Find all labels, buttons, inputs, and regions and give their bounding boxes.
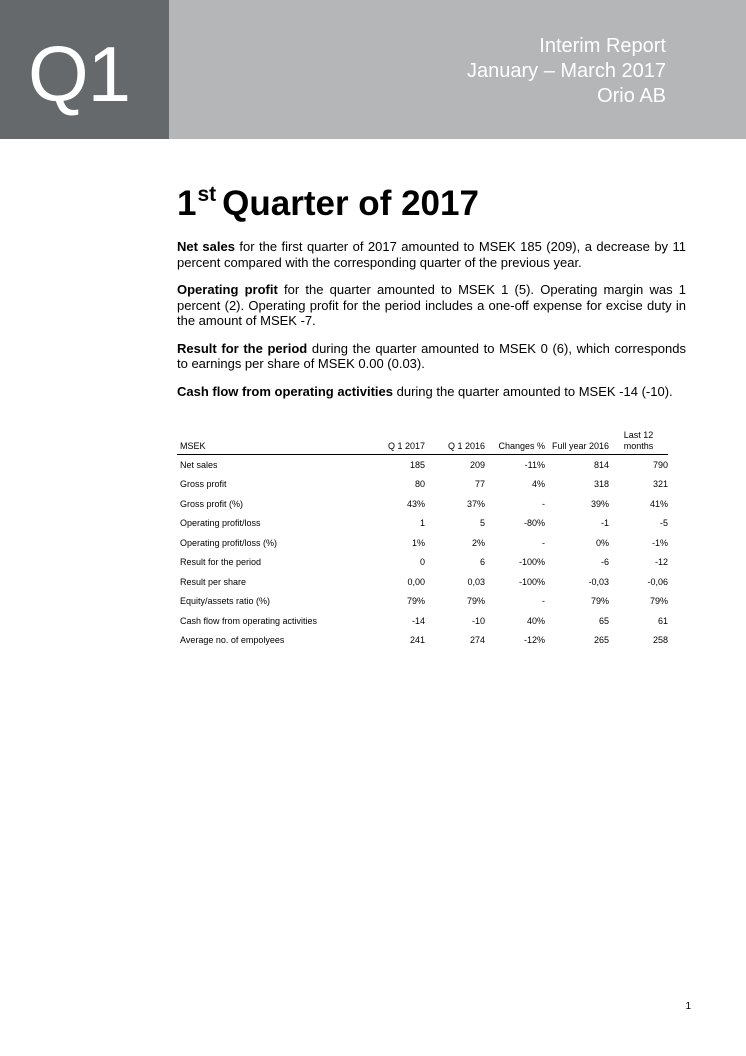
quarter-label: Q1 [28, 30, 131, 118]
table-cell: -14 [411, 615, 425, 626]
paragraph-body: for the quarter amounted to MSEK 1 (5). Operating margin was 1 percent (2). Operating profit for the period includes a one-off expense for excise duty in the amount of MSEK -7. [177, 282, 687, 328]
paragraph-lead: Result for the period [177, 340, 308, 356]
table-cell: 258 [652, 635, 668, 646]
paragraph-lead: Cash flow from operating activities [177, 383, 393, 399]
table-cell: -12% [523, 635, 545, 646]
table-cell: - [542, 498, 545, 509]
paragraph-net-sales [177, 239, 686, 270]
table-cell: 79% [590, 596, 609, 607]
column-header: Q 1 2016 [425, 430, 485, 455]
table-cell: 80 [414, 479, 425, 490]
table-cell: 0,03 [467, 576, 485, 587]
table-cell: -11% [524, 459, 545, 470]
table-cell: 43% [406, 498, 425, 509]
title-text: Quarter of 2017 [222, 184, 479, 223]
table-cell: -0,03 [588, 576, 609, 587]
table-cell: -5 [659, 518, 668, 529]
table-cell: -6 [600, 557, 609, 568]
table-row [177, 572, 668, 592]
table-cell: -80% [523, 518, 545, 529]
table-row [177, 475, 668, 495]
paragraph-result [177, 341, 686, 372]
table-cell: 209 [469, 459, 485, 470]
table-cell: 814 [593, 459, 609, 470]
table-cell: 2% [471, 537, 485, 548]
row-label: Result for the period [180, 557, 262, 568]
page-number: 1 [685, 1001, 691, 1012]
table-cell: - [542, 596, 545, 607]
paragraph-body: for the first quarter of 2017 amounted to MSEK 185 (209), a decrease by 11 percent compared with the corresponding quarter of the previous year. [177, 239, 686, 270]
row-label: Operating profit/loss (%) [180, 537, 278, 548]
row-label: Average no. of empolyees [180, 635, 285, 646]
table-cell: 185 [409, 459, 425, 470]
table-row [177, 592, 668, 612]
table-cell: 0 [419, 557, 425, 568]
table-cell: -100% [518, 557, 545, 568]
table-cell: 5 [479, 518, 485, 529]
key-figures-table [177, 430, 668, 650]
table-cell: 274 [469, 635, 485, 646]
table-row [177, 533, 668, 553]
table-cell: 1 [419, 518, 425, 529]
report-header-band [169, 0, 746, 139]
column-header: Q 1 2017 [349, 430, 425, 455]
paragraph-operating-profit [177, 282, 686, 329]
table-cell: 318 [593, 479, 609, 490]
table-cell: 37% [466, 498, 485, 509]
row-label: Net sales [180, 459, 218, 470]
row-label: Cash flow from operating activities [180, 615, 318, 626]
paragraph-body: during the quarter amounted to MSEK -14 (-10). [393, 383, 673, 399]
table-cell: 39% [590, 498, 609, 509]
title-number: 1 [177, 184, 197, 223]
table-cell: 79% [406, 596, 425, 607]
paragraph-lead: Net sales [177, 239, 235, 254]
table-cell: 0% [595, 537, 609, 548]
column-header: Changes % [485, 430, 545, 455]
table-row [177, 455, 668, 475]
table-cell: 6 [479, 557, 485, 568]
table-cell: 79% [466, 596, 485, 607]
table-cell: 40% [526, 615, 545, 626]
paragraph-lead: Operating profit [177, 282, 278, 297]
paragraph-cash-flow [177, 384, 686, 400]
column-header: MSEK [177, 430, 349, 455]
table-cell: - [542, 537, 545, 548]
row-label: Gross profit [180, 479, 227, 490]
table-cell: 41% [649, 498, 668, 509]
table-cell: 321 [652, 479, 668, 490]
table-cell: 4% [531, 479, 545, 490]
table-cell: 1% [411, 537, 425, 548]
main-content [177, 183, 686, 411]
table-cell: 0,00 [407, 576, 425, 587]
table-row [177, 631, 668, 651]
row-label: Operating profit/loss [180, 518, 261, 529]
table-cell: -1 [600, 518, 609, 529]
row-label: Equity/assets ratio (%) [180, 596, 271, 607]
table-cell: 65 [598, 615, 609, 626]
table-cell: 77 [474, 479, 485, 490]
table-cell: -100% [518, 576, 545, 587]
table-row [177, 514, 668, 534]
table-cell: -0,06 [647, 576, 668, 587]
title-ordinal: st [197, 183, 217, 206]
table-cell: -1% [651, 537, 668, 548]
table-row [177, 494, 668, 514]
paragraph-body: during the quarter amounted to MSEK 0 (6), which corresponds to earnings per share of MSEK 0.00 (0.03). [177, 340, 686, 371]
table-row [177, 611, 668, 631]
cover-quarter-block [0, 0, 169, 139]
table-cell: 265 [593, 635, 609, 646]
report-period: January – March 2017 [466, 60, 666, 82]
table-cell: 790 [652, 459, 668, 470]
column-header: Last 12 months [609, 430, 668, 455]
column-header: Full year 2016 [545, 430, 609, 455]
table-row [177, 553, 668, 573]
table-cell: 241 [409, 635, 425, 646]
row-label: Result per share [180, 576, 247, 587]
report-header-text [467, 34, 666, 109]
page-title [177, 183, 686, 225]
table-cell: -12 [654, 557, 668, 568]
table-cell: 79% [649, 596, 668, 607]
row-label: Gross profit (%) [180, 498, 244, 509]
table-header-row [177, 430, 668, 455]
company-name: Orio AB [597, 85, 666, 107]
table-cell: -10 [471, 615, 485, 626]
table-cell: 61 [657, 615, 668, 626]
report-type: Interim Report [539, 35, 666, 57]
